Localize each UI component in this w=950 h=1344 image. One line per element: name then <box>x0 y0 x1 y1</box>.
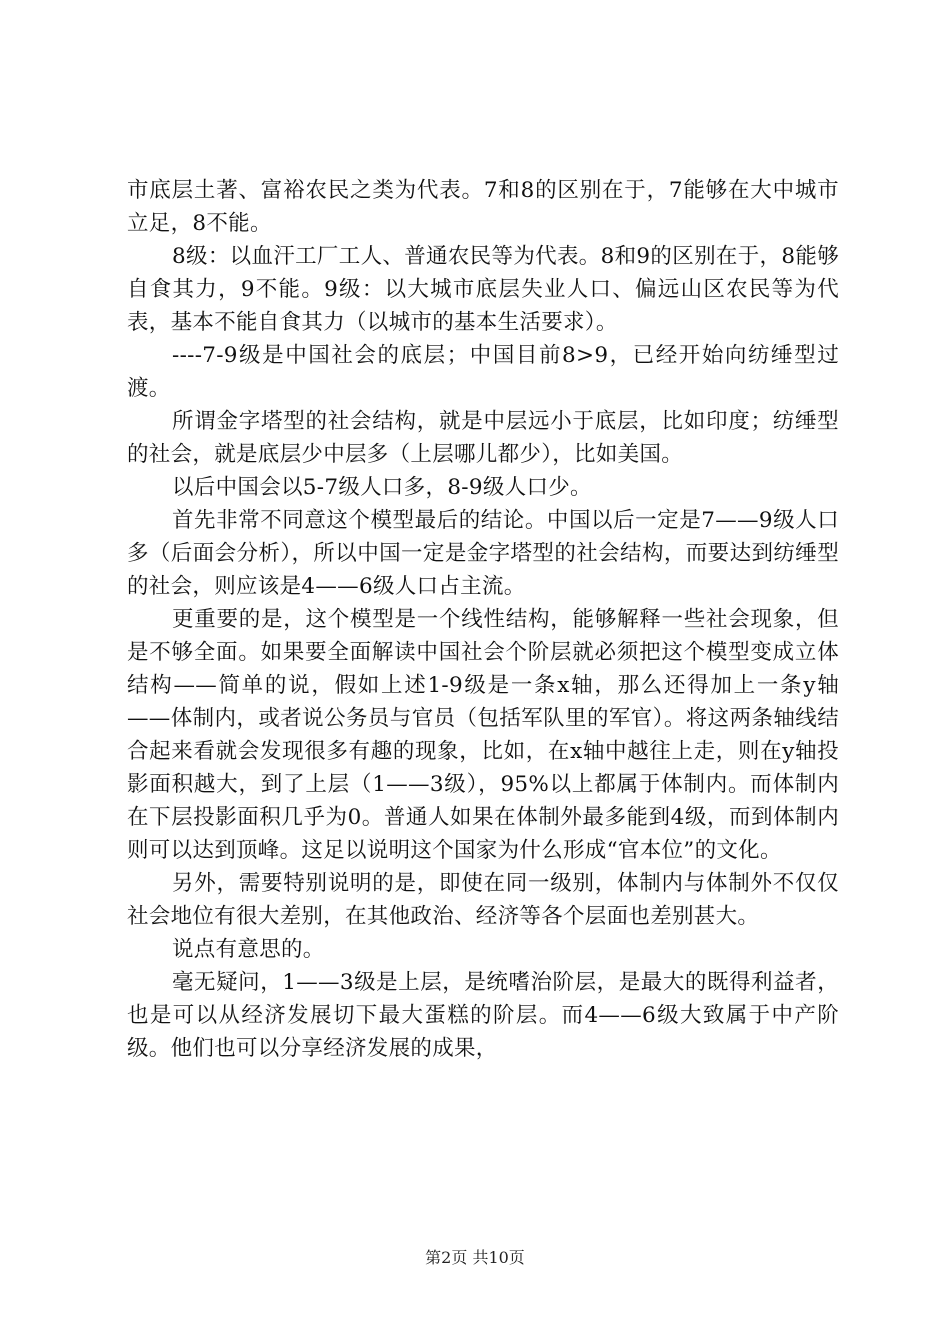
paragraph-8: 另外，需要特别说明的是，即使在同一级别，体制内与体制外不仅仅社会地位有很大差别，在其他政治、经济等各个层面也差别甚大。 <box>127 871 839 929</box>
paragraph-4: 所谓金字塔型的社会结构，就是中层远小于底层，比如印度；纺缍型的社会，就是底层少中层多（上层哪儿都少），比如美国。 <box>127 409 839 467</box>
paragraph-1: 市底层土著、富裕农民之类为代表。7和8的区别在于，7能够在大中城市立足，8不能。 <box>127 178 839 236</box>
paragraph-5: 以后中国会以5-7级人口多，8-9级人口少。 <box>172 475 592 500</box>
paragraph-7: 更重要的是，这个模型是一个线性结构，能够解释一些社会现象，但是不够全面。如果要全面解读中国社会个阶层就必须把这个模型变成立体结构——简单的说，假如上述1-9级是一条x轴，那么还得加上一条y轴——体制内，或者说公务员与官员（包括军队里的军官）。将这两条轴线结合起来看就会发现很多有趣的现象，比如，在x轴中越往上走，则在y轴投影面积越大，到了上层（1——3级），95%以上都属于体制内。而体制内在下层投影面积几乎为0。普通人如果在体制外最多能到4级，而到体制内则可以达到顶峰。这足以说明这个国家为什么形成“官本位”的文化。 <box>127 607 839 863</box>
paragraph-10: 毫无疑问，1——3级是上层，是统嗜治阶层，是最大的既得利益者，也是可以从经济发展切下最大蛋糕的阶层。而4——6级大致属于中产阶级。他们也可以分享经济发展的成果， <box>127 970 839 1061</box>
paragraph-3: ----7-9级是中国社会的底层；中国目前8>9，已经开始向纺缍型过渡。 <box>127 343 839 401</box>
paragraph-9: 说点有意思的。 <box>172 937 325 962</box>
paragraph-6: 首先非常不同意这个模型最后的结论。中国以后一定是7——9级人口多（后面会分析），所以中国一定是金字塔型的社会结构，而要达到纺缍型的社会，则应该是4——6级人口占主流。 <box>127 508 839 599</box>
body-text <box>127 174 839 1065</box>
paragraph-2: 8级：以血汗工厂工人、普通农民等为代表。8和9的区别在于，8能够自食其力，9不能。9级：以大城市底层失业人口、偏远山区农民等为代表，基本不能自食其力（以城市的基本生活要求）。 <box>127 244 839 335</box>
page-number-footer: 第2页 共10页 <box>425 1248 525 1267</box>
